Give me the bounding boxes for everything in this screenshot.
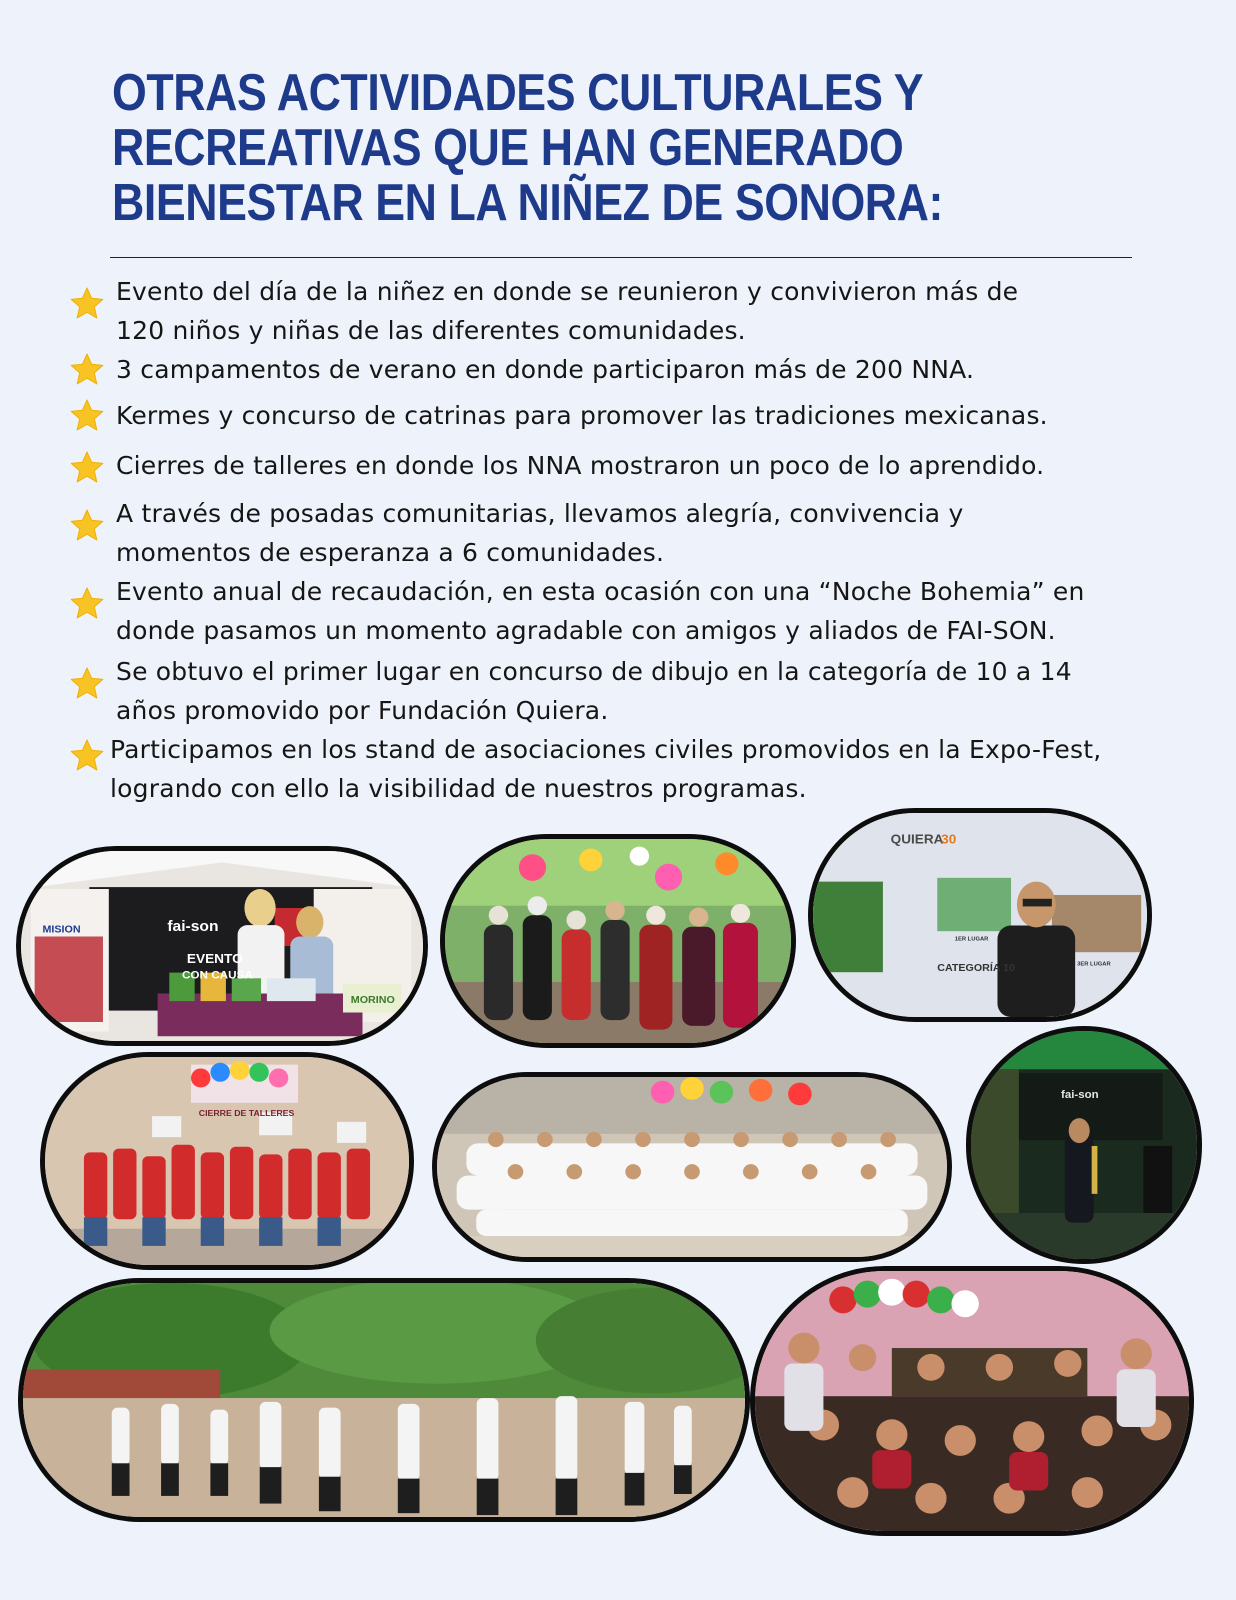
activity-item: [70, 730, 1101, 808]
workshop-banner: CIERRE DE TALLERES: [198, 1108, 295, 1119]
title-line-1: OTRAS ACTIVIDADES CULTURALES Y: [112, 64, 924, 122]
activity-line: 3 campamentos de verano en donde participaron más de 200 NNA.: [116, 355, 975, 384]
activity-line: Se obtuvo el primer lugar en concurso de dibujo en la categoría de 10 a 14: [116, 657, 1072, 686]
activity-line: años promovido por Fundación Quiera.: [116, 696, 609, 725]
activity-item: [70, 350, 974, 389]
photo-summer-camp: [432, 1072, 952, 1262]
activity-line: Evento del día de la niñez en donde se reunieron y convivieron más de: [116, 277, 1019, 306]
stand-banner-text: fai-son: [167, 917, 219, 935]
photo-stand: [16, 846, 428, 1046]
photo-circle-game: [18, 1278, 750, 1522]
star-icon: [70, 508, 104, 542]
activity-item: [70, 272, 1018, 350]
activity-item: [70, 396, 1048, 435]
drawing-brand: QUIERA: [890, 831, 944, 847]
star-icon: [70, 450, 104, 484]
drawing-place-1: 1ER LUGAR: [954, 936, 989, 943]
activity-item: [70, 446, 1044, 485]
drawing-caption: CATEGORÍA 10: [937, 962, 1015, 975]
activity-line: 120 niños y niñas de las diferentes comunidades.: [116, 316, 746, 345]
title-line-3: BIENESTAR EN LA NIÑEZ DE SONORA:: [112, 174, 943, 232]
photo-bohemian-night: [966, 1026, 1202, 1264]
page-title: [112, 66, 972, 231]
activity-line: Evento anual de recaudación, en esta ocasión con una “Noche Bohemia” en: [116, 577, 1085, 606]
star-icon: [70, 586, 104, 620]
stand-sign-2: CON CAUSA: [181, 969, 253, 982]
photo-posada: [750, 1266, 1194, 1536]
star-icon: [70, 352, 104, 386]
stand-box-label: MORINO: [350, 994, 395, 1006]
drawing-badge: 30: [941, 831, 957, 847]
title-line-2: RECREATIVAS QUE HAN GENERADO: [112, 119, 904, 177]
stand-side-label: MISION: [42, 923, 81, 936]
photo-workshop-closing: [40, 1052, 414, 1270]
stand-sign-1: EVENTO: [186, 951, 243, 967]
activity-line: Participamos en los stand de asociaciones civiles promovidos en la Expo-Fest,: [110, 735, 1102, 764]
activity-line: A través de posadas comunitarias, llevamos alegría, convivencia y: [116, 499, 964, 528]
bohemia-banner: fai-son: [1061, 1089, 1099, 1102]
activity-item: [70, 494, 963, 572]
star-icon: [70, 398, 104, 432]
title-divider: [110, 257, 1132, 258]
star-icon: [70, 738, 104, 772]
star-icon: [70, 286, 104, 320]
activity-line: momentos de esperanza a 6 comunidades.: [116, 538, 665, 567]
photo-drawing-contest: [808, 808, 1152, 1022]
activity-item: [70, 572, 1085, 650]
activity-line: Kermes y concurso de catrinas para promover las tradiciones mexicanas.: [116, 401, 1048, 430]
activity-line: logrando con ello la visibilidad de nuestros programas.: [110, 774, 807, 803]
drawing-place-2: 3ER LUGAR: [1077, 961, 1111, 968]
activity-line: Cierres de talleres en donde los NNA mostraron un poco de lo aprendido.: [116, 451, 1045, 480]
activity-line: donde pasamos un momento agradable con amigos y aliados de FAI-SON.: [116, 616, 1056, 645]
activity-item: [70, 652, 1072, 730]
star-icon: [70, 666, 104, 700]
photo-catrinas: [440, 834, 796, 1048]
